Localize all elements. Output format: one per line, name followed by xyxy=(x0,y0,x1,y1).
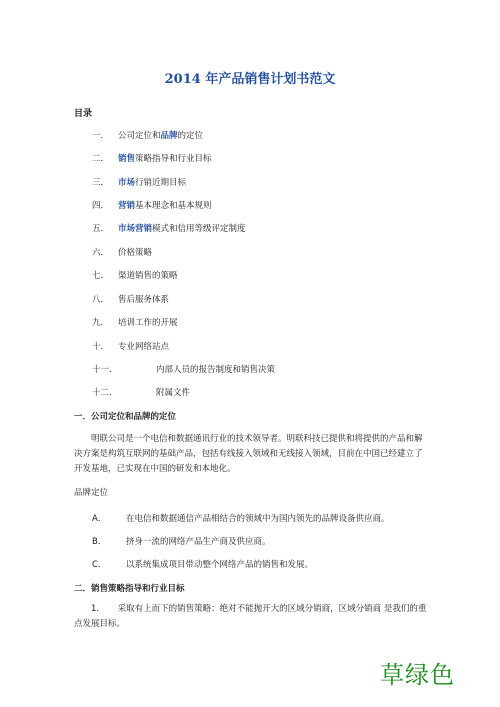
toc-item: 十． 专业网络站点 xyxy=(92,342,170,352)
toc-item: 一． 公司定位和品牌的定位 xyxy=(92,131,204,141)
document-title: 2014 年产品销售计划书范文 xyxy=(164,72,336,87)
section-heading: 二．销售策略指导和行业目标 xyxy=(74,584,185,594)
toc-item: 三． 市场行销近期目标 xyxy=(92,178,187,188)
toc-item: 六． 价格策略 xyxy=(92,248,153,258)
section-paragraph: 1． 采取有上而下的销售策略：绝对不能抛开大的区域分销商，区域分销商 是我们的重点发展目标。 xyxy=(74,604,427,629)
section-heading: 一．公司定位和品牌的定位 xyxy=(74,412,177,422)
toc-item: 十二． 附属文件 xyxy=(92,388,191,398)
toc-heading: 目录 xyxy=(74,109,93,119)
brand-label: 品牌定位 xyxy=(74,488,109,498)
list-item: C． 以系统集成项目带动整个网络产品的销售和发展。 xyxy=(92,560,314,570)
toc-item: 八． 售后服务体系 xyxy=(92,295,170,305)
toc-item: 十一． 内部人员的报告制度和销售决策 xyxy=(92,365,276,375)
list-item: B． 挤身一流的网络产品生产商及供应商。 xyxy=(92,537,271,547)
toc-item: 四． 营销基本理念和基本规则 xyxy=(92,201,212,211)
watermark-text: 草绿色 xyxy=(380,661,455,689)
toc-item: 七． 渠道销售的策略 xyxy=(92,271,178,281)
section-paragraph: 明联公司是一个电信和数据通讯行业的技术领导者。明联科技已提供和将提供的产品和解决方案是构筑互联网的基础产品，包括有线接入领域和无线接入领域，目前在中国已经建立了开发基地，已实现在中国的研发和本地化。 xyxy=(74,434,423,474)
toc-item: 五． 市场营销模式和信用等级评定制度 xyxy=(92,224,246,234)
list-item: A． 在电信和数据通信产品相结合的领域中为国内领先的品牌设备供应商。 xyxy=(92,514,390,524)
toc-item: 九． 培训工作的开展 xyxy=(92,318,178,328)
toc-item: 二． 销售策略指导和行业目标 xyxy=(92,154,212,164)
